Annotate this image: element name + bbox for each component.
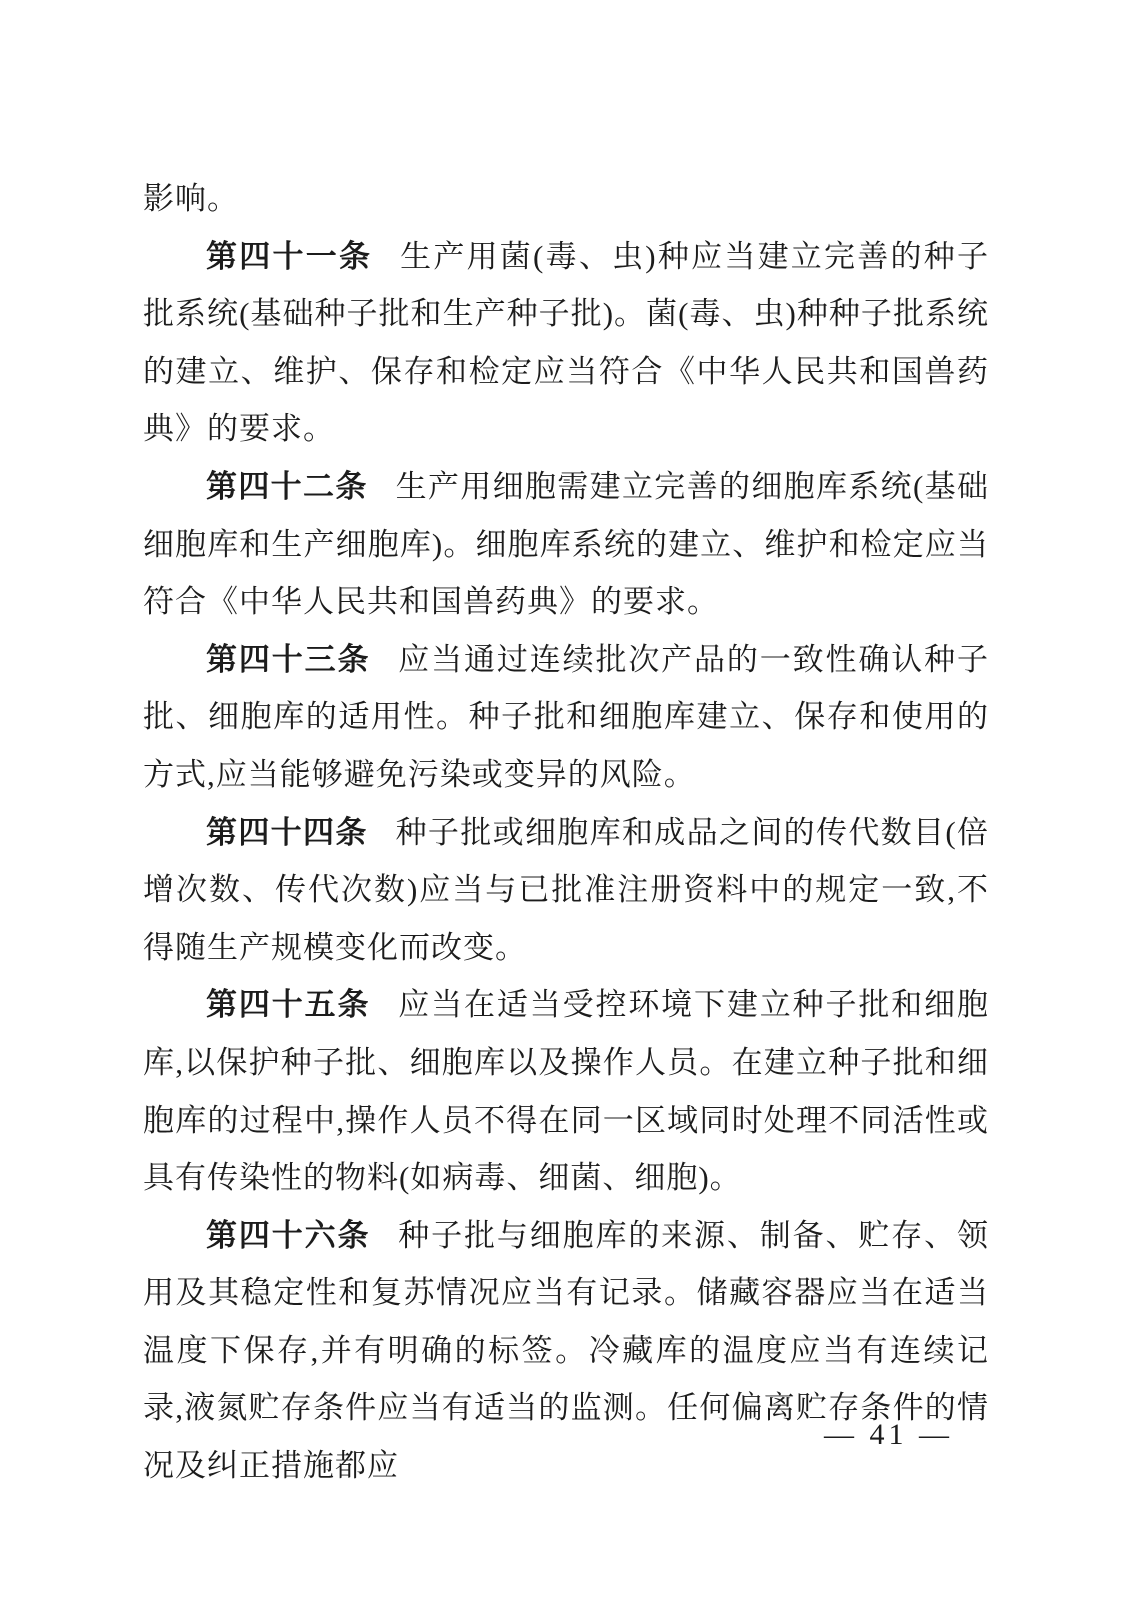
paragraph-continuation xyxy=(143,170,989,228)
article-41-label: 第四十一条 xyxy=(206,238,373,274)
article-43-paragraph xyxy=(143,631,989,804)
paragraph-text: 生产用细胞需建立完善的细胞库系统(基础细胞库和生产细胞库)。细胞库系统的建立、维护和检定应当符合《中华人民共和国兽药典》的要求。 xyxy=(143,468,990,620)
article-41-paragraph xyxy=(143,228,989,458)
paragraph-text: 影响。 xyxy=(143,181,239,216)
page-number: — 41 — xyxy=(824,1418,953,1451)
paragraph-text: 种子批与细胞库的来源、制备、贮存、领用及其稳定性和复苏情况应当有记录。储藏容器应当在适当温度下保存,并有明确的标签。冷藏库的温度应当有连续记录,液氮贮存条件应当有适当的监测。任何偏离贮存条件的情况及纠正措施都应 xyxy=(143,1217,989,1484)
paragraph-text: 应当在适当受控环境下建立种子批和细胞库,以保护种子批、细胞库以及操作人员。在建立种子批和细胞库的过程中,操作人员不得在同一区域同时处理不同活性或具有传染性的物料(如病毒、细菌、细胞)。 xyxy=(143,987,989,1196)
article-46-label: 第四十六条 xyxy=(206,1217,371,1253)
article-45-paragraph xyxy=(143,976,989,1206)
article-42-paragraph xyxy=(143,458,989,631)
article-43-label: 第四十三条 xyxy=(206,641,371,677)
paragraph-text: 种子批或细胞库和成品之间的传代数目(倍增次数、传代次数)应当与已批准注册资料中的规定一致,不得随生产规模变化而改变。 xyxy=(143,814,990,965)
paragraph-text: 生产用菌(毒、虫)种应当建立完善的种子批系统(基础种子批和生产种子批)。菌(毒、虫)种种子批系统的建立、维护、保存和检定应当符合《中华人民共和国兽药典》的要求。 xyxy=(143,238,989,447)
article-44-label: 第四十四条 xyxy=(206,814,368,850)
paragraph-text: 应当通过连续批次产品的一致性确认种子批、细胞库的适用性。种子批和细胞库建立、保存和使用的方式,应当能够避免污染或变异的风险。 xyxy=(143,641,989,792)
article-42-label: 第四十二条 xyxy=(206,468,368,504)
article-45-label: 第四十五条 xyxy=(206,987,371,1023)
document-body xyxy=(143,170,989,1495)
article-44-paragraph xyxy=(143,804,989,977)
